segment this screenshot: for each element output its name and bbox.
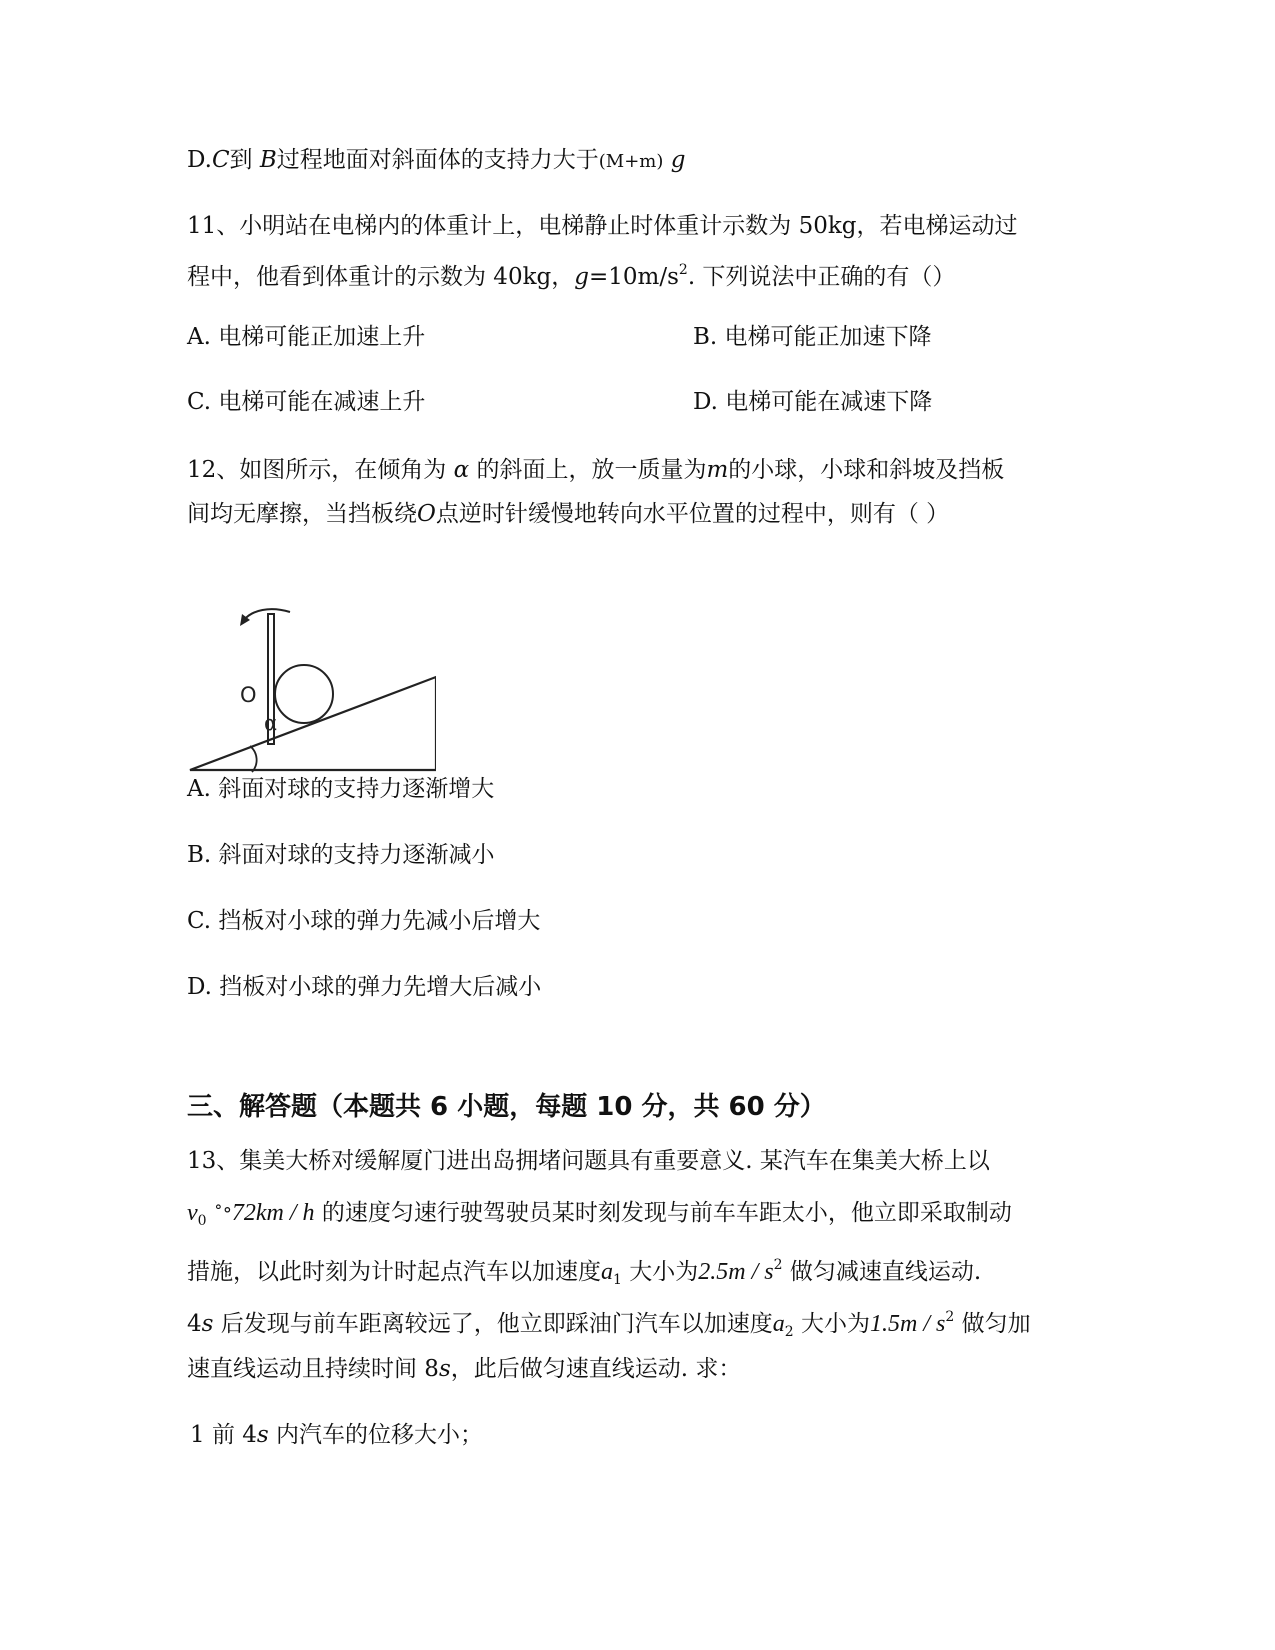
text: 4: [187, 1311, 202, 1337]
speed-value: 72km / h: [231, 1200, 315, 1226]
text: 过程地面对斜面体的支持力大于: [276, 147, 599, 173]
q11-line-1: 11、小明站在电梯内的体重计上，电梯静止时体重计示数为 50kg，若电梯运动过: [187, 213, 1018, 239]
text: 点逆时针缓慢地转向水平位置的过程中，则有（ ）: [435, 501, 950, 527]
q11-option-d: D. 电梯可能在减速下降: [693, 389, 933, 415]
gravity-symbol: g: [574, 264, 589, 290]
q12-option-a: A. 斜面对球的支持力逐渐增大: [187, 776, 495, 802]
option-label: D.: [187, 147, 212, 173]
point-o: O: [417, 501, 436, 527]
text: 大小为: [629, 1259, 699, 1285]
q13-line-4: [187, 1302, 1031, 1347]
acceleration-symbol: a: [601, 1259, 613, 1285]
q11-option-b: B. 电梯可能正加速下降: [693, 324, 932, 350]
text: 的小球，小球和斜坡及挡板: [728, 457, 1005, 483]
mass-symbol: m: [706, 457, 729, 483]
text: . 下列说法中正确的有（）: [687, 264, 956, 290]
subscript: 2: [784, 1324, 794, 1340]
point-b: B: [259, 147, 277, 173]
text: 的斜面上，放一质量为: [476, 457, 707, 483]
text: 程中，他看到体重计的示数为 40kg，: [187, 264, 575, 290]
point-c: C: [211, 147, 230, 173]
q11-line-2: [187, 255, 955, 292]
figure-label-o: O: [240, 683, 257, 707]
q13-line-2: [187, 1198, 1012, 1236]
q13-line-5: [187, 1354, 741, 1384]
gravity-symbol: g: [670, 147, 686, 173]
text: 到: [229, 147, 253, 173]
q11-option-a: A. 电梯可能正加速上升: [187, 324, 426, 350]
angle-arc: [250, 746, 257, 772]
text: 做匀加: [961, 1311, 1031, 1337]
q10-option-d: [187, 145, 685, 177]
ball: [275, 665, 333, 723]
text: 做匀减速直线运动.: [789, 1259, 982, 1285]
q12-option-c: C. 挡板对小球的弹力先减小后增大: [187, 908, 541, 934]
velocity-symbol: v: [187, 1200, 198, 1226]
mass-expression: (M+m): [598, 151, 664, 172]
text: 12、如图所示，在倾角为: [187, 457, 447, 483]
text: 内汽车的位移大小；: [276, 1422, 484, 1448]
acceleration-value: 1.5m / s: [870, 1311, 946, 1337]
acceleration-symbol: a: [772, 1311, 785, 1337]
seconds-symbol: s: [201, 1311, 214, 1337]
q12-option-b: B. 斜面对球的支持力逐渐减小: [187, 842, 495, 868]
text: ，此后做匀速直线运动. 求：: [450, 1356, 742, 1382]
q13-line-3: [187, 1250, 981, 1295]
text: 速直线运动且持续时间 8: [187, 1356, 439, 1382]
superscript: 2: [945, 1309, 955, 1325]
text: 间均无摩擦，当挡板绕: [187, 501, 417, 527]
q13-subquestion-1: [190, 1420, 483, 1450]
text: =10m/s: [588, 264, 679, 290]
superscript: 2: [678, 262, 688, 278]
subscript: 0: [197, 1213, 207, 1229]
q12-line-1: [187, 455, 1004, 485]
q12-line-2: [187, 499, 949, 529]
acceleration-value: 2.5m / s: [698, 1259, 774, 1285]
seconds-symbol: s: [256, 1422, 269, 1448]
incline-triangle: [190, 677, 436, 770]
text: 后发现与前车距离较远了，他立即踩油门汽车以加速度: [220, 1311, 773, 1337]
text: 的速度匀速行驶驾驶员某时刻发现与前车车距太小，他立即采取制动: [321, 1200, 1012, 1226]
subscript: 1: [613, 1272, 622, 1288]
alpha-symbol: α: [453, 457, 470, 483]
seconds-symbol: s: [438, 1356, 451, 1382]
superscript: 2: [773, 1257, 783, 1273]
text: 措施，以此时刻为计时起点汽车以加速度: [187, 1259, 601, 1285]
q13-line-1: 13、集美大桥对缓解厦门进出岛拥堵问题具有重要意义. 某汽车在集美大桥上以: [187, 1148, 990, 1174]
q11-option-c: C. 电梯可能在减速上升: [187, 389, 426, 415]
figure-label-alpha: α: [264, 711, 278, 735]
section-heading: 三、解答题（本题共 6 小题，每题 10 分，共 60 分）: [187, 1092, 826, 1122]
incline-ball-figure: [186, 594, 436, 779]
subquestion-number: 1: [190, 1422, 205, 1448]
garbled-symbol: ˚°: [213, 1204, 232, 1225]
text: 前 4: [211, 1422, 257, 1448]
text: 大小为: [801, 1311, 870, 1337]
q12-option-d: D. 挡板对小球的弹力先增大后减小: [187, 974, 542, 1000]
